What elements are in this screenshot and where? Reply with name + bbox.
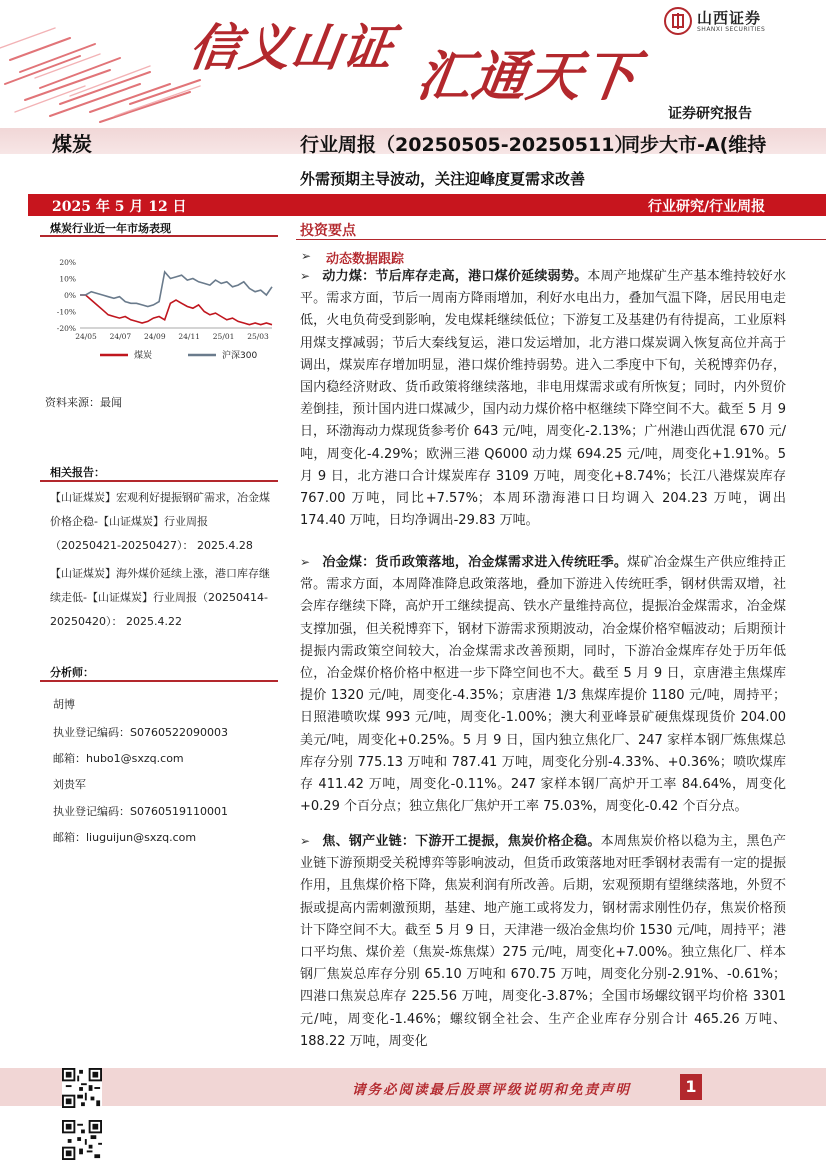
disclaimer-notice[interactable]: 请务必阅读最后股票评级说明和免责声明 bbox=[352, 1082, 631, 1098]
arrow-bullet-icon: ➢ bbox=[301, 249, 312, 263]
rating-label: 同步大市-A(维持 bbox=[621, 134, 767, 156]
paragraph-heading: 动力煤：节后库存走高，港口煤价延续弱势。 bbox=[322, 269, 588, 284]
sector-label: 煤炭 bbox=[52, 132, 92, 156]
company-name-en: SHANXI SECURITIES bbox=[697, 26, 766, 33]
report-type-label: 证券研究报告 bbox=[668, 106, 752, 122]
company-logo-icon bbox=[664, 7, 692, 35]
x-tick-label: 25/03 bbox=[247, 332, 269, 341]
decorative-streaks bbox=[0, 0, 210, 125]
analyst-name-1: 胡博 bbox=[53, 698, 75, 711]
chart-source: 资料来源：最闻 bbox=[45, 396, 122, 409]
analyst-cert-1: 执业登记编码：S0760522090003 bbox=[53, 726, 228, 739]
analyst-name-2: 刘贵军 bbox=[53, 778, 86, 791]
section-heading: 动态数据跟踪 bbox=[326, 252, 405, 267]
related-report-1[interactable]: 【山证煤炭】宏观利好提振钢矿需求，冶金煤价格企稳-【山证煤炭】行业周报（20250421-20250427）： 2025.4.28 bbox=[50, 491, 270, 552]
y-tick-label: 20% bbox=[59, 258, 76, 267]
y-tick-label: -10% bbox=[56, 307, 76, 317]
analyst-title: 分析师： bbox=[50, 666, 94, 679]
paragraph-body: 本周焦炭价格以稳为主，黑色产业链下游预期受关税博弈等影响波动，但货币政策落地对旺季钢材表需有一定的提振作用，且焦煤价格下降，焦炭利润有所改善。后期，宏观预期有望继续落地，外贸不振或提高内需刺激预期，基建、地产施工或将发力，钢材需求刚性仍存，焦炭价格预计下降空间不大。截至 5 月 9 日，天津港一级冶金焦均价 1530 元/吨，周持平；港口平均焦、煤价差（焦炭-炼焦煤）275 元/吨，周变化+7.00%。独立焦化厂、样本钢厂焦炭总库存分别 65.10 万吨和 670.75 万吨，周变化分别-2.91%、-0.61%；四港口焦炭总库存 225.56 万吨，周变化-3.87%；全国市场螺纹钢平均价格 3301 元/吨，周变化-1.46%；螺纹钢全社会、生产企业库存分别合计 465.26 万吨、188.22 万吨，周变化 bbox=[300, 834, 786, 1049]
divider bbox=[40, 235, 278, 237]
arrow-bullet-icon: ➢ bbox=[300, 555, 311, 569]
y-tick-label: 0% bbox=[64, 291, 76, 300]
analyst-email-1[interactable]: 邮箱：hubo1@sxzq.com bbox=[53, 752, 184, 765]
related-reports-title: 相关报告： bbox=[50, 466, 105, 479]
investment-highlights-title: 投资要点 bbox=[300, 223, 356, 239]
legend-label: 煤炭 bbox=[134, 351, 153, 361]
series-line bbox=[80, 272, 272, 307]
x-tick-label: 24/09 bbox=[143, 332, 166, 341]
x-tick-label: 24/05 bbox=[75, 332, 97, 341]
header-banner bbox=[0, 0, 826, 128]
analyst-cert-2: 执业登记编码：S0760519110001 bbox=[53, 805, 228, 818]
paragraph-body: 本周产地煤矿生产基本维持较好水平。需求方面，节后一周南方降雨增加，利好水电出力，叠加气温下降，居民用电走低，火电负荷受到影响，发电煤耗继续低位；下游复工及基建仍有待提高，工业原料用煤支撑减弱；节后大秦线复运，港口发运增加，北方港口煤炭调入恢复高位并高于调出，煤炭库存增加明显，港口煤价维持弱势。进入二季度中下旬，关税博弈仍存，国内稳经济财政、货币政策将继续落地，非电用煤需求或有所恢复；同时，内外贸价差倒挂，预计国内进口煤减少，国内动力煤价格中枢继续下降空间不大。截至 5 月 9 日，环渤海动力煤现货参考价 643 元/吨，周变化-2.13%；广州港山西优混 670 元/吨，周变化-4.29%；欧洲三港 Q6000 动力煤 694.25 元/吨，周变化+1.91%。5 月 9 日，北方港口合计煤炭库存 3109 万吨，周变化+8.74%；长江八港煤炭库存 767.00 万吨，同比+7.57%；本周环渤海港口日均调入 204.23 万吨，调出 174.40 万吨，日均净调出-29.83 万吨。 bbox=[300, 269, 786, 529]
company-name: 山西证券 bbox=[697, 9, 762, 27]
related-report-2[interactable]: 【山证煤炭】海外煤价延续上涨，港口库存继续走低-【山证煤炭】行业周报（20250414-20250420）： 2025.4.22 bbox=[50, 567, 270, 628]
x-tick-label: 24/11 bbox=[178, 332, 201, 341]
divider bbox=[40, 480, 278, 482]
paragraph-thermal-coal bbox=[300, 265, 786, 532]
arrow-bullet-icon: ➢ bbox=[300, 269, 311, 283]
market-chart-title: 煤炭行业近一年市场表现 bbox=[50, 222, 171, 235]
report-subtitle: 外需预期主导波动，关注迎峰度夏需求改善 bbox=[300, 170, 586, 188]
series-line bbox=[80, 295, 272, 325]
report-category: 行业研究/行业周报 bbox=[648, 199, 766, 215]
market-performance-chart bbox=[40, 250, 280, 380]
paragraph-coke-steel bbox=[300, 830, 786, 1053]
qr-code-icon bbox=[62, 1120, 102, 1160]
arrow-bullet-icon: ➢ bbox=[300, 834, 311, 848]
divider bbox=[40, 680, 278, 682]
legend-label: 沪深300 bbox=[222, 351, 258, 361]
divider bbox=[296, 239, 826, 240]
x-tick-label: 25/01 bbox=[212, 332, 235, 341]
y-tick-label: 10% bbox=[59, 274, 76, 284]
analyst-email-2[interactable]: 邮箱：liuguijun@sxzq.com bbox=[53, 831, 197, 844]
paragraph-body: 煤矿冶金煤生产供应维持正常。需求方面，本周降准降息政策落地，叠加下游进入传统旺季，钢材供需双增，社会库存继续下降，高炉开工继续提高、铁水产量维持高位，提振冶金煤需求，冶金煤支撑加强，但关税博弈下，钢材下游需求预期波动，冶金煤价格窄幅波动；后期预计提振内需政策空间较大，冶金煤需求改善预期，同时，下游冶金煤库存处于历年低位，冶金煤价格价格中枢进一步下降空间也不大。截至 5 月 9 日，京唐港主焦煤库提价 1320 元/吨，周变化-4.35%；京唐港 1/3 焦煤库提价 1180 元/吨，周持平；日照港喷吹煤 993 元/吨，周变化-1.00%；澳大利亚峰景矿硬焦煤现货价 204.00 美元/吨，周变化+0.25%。5 月 9 日，国内独立焦化厂、247 家样本钢厂炼焦煤总库存分别 775.13 万吨和 787.41 万吨，周变化分别-4.33%、+0.36%；喷吹煤库存 411.42 万吨，周变化-0.11%。247 家样本钢厂高炉开工率 84.64%，周变化+0.29 个百分点；独立焦化厂焦炉开工率 75.03%，周变化-0.42 个百分点。 bbox=[300, 555, 786, 815]
slogan-part2: 汇通天下 bbox=[413, 44, 643, 108]
y-tick-label: -20% bbox=[56, 324, 76, 333]
report-date: 2025 年 5 月 12 日 bbox=[52, 199, 187, 215]
paragraph-heading: 焦、钢产业链：下游开工提振，焦炭价格企稳。 bbox=[322, 834, 601, 849]
paragraph-coking-coal bbox=[300, 551, 786, 818]
slogan-part1: 信义山证 bbox=[185, 18, 398, 77]
page-number: 1 bbox=[680, 1074, 702, 1100]
qr-code-icon bbox=[62, 1068, 102, 1108]
report-title: 行业周报（20250505-20250511） bbox=[300, 134, 634, 156]
x-tick-label: 24/07 bbox=[109, 332, 132, 341]
paragraph-heading: 冶金煤：货币政策落地，冶金煤需求进入传统旺季。 bbox=[322, 555, 628, 570]
